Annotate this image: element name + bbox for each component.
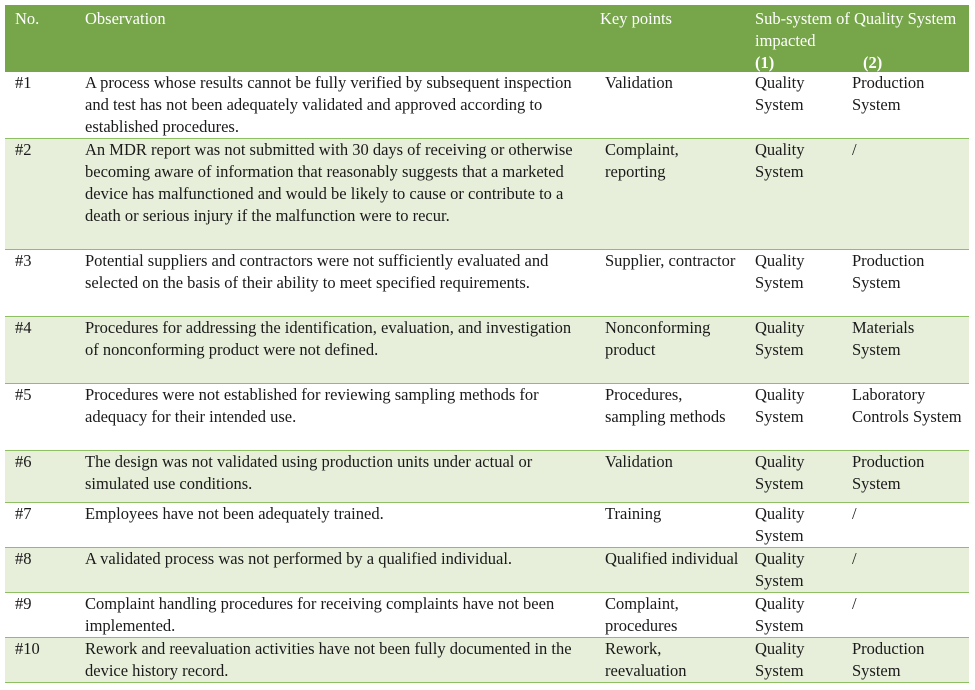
row-number: #6 <box>5 450 75 502</box>
row-key-points: Validation <box>590 71 745 138</box>
row-subsystem-1: Quality System <box>745 71 848 138</box>
row-subsystem-2: Production System <box>848 249 969 316</box>
table-row <box>5 637 969 682</box>
table-row <box>5 249 969 316</box>
row-observation: Employees have not been adequately trained. <box>75 502 590 547</box>
row-key-points: Rework, reevaluation <box>590 637 745 682</box>
row-key-points: Qualified individual <box>590 547 745 592</box>
row-subsystem-2: Production System <box>848 71 969 138</box>
row-observation: Rework and reevaluation activities have not been fully documented in the device history record. <box>75 637 590 682</box>
table-row <box>5 138 969 249</box>
row-subsystem-2: / <box>848 592 969 637</box>
row-key-points: Procedures, sampling methods <box>590 383 745 450</box>
row-number: #9 <box>5 592 75 637</box>
table-row <box>5 502 969 547</box>
row-subsystem-1: Quality System <box>745 547 848 592</box>
table-row <box>5 383 969 450</box>
row-observation: Procedures for addressing the identification, evaluation, and investigation of nonconforming product were not defined. <box>75 316 590 383</box>
row-number: #8 <box>5 547 75 592</box>
row-observation: Potential suppliers and contractors were not sufficiently evaluated and selected on the basis of their ability to meet specified requirements. <box>75 249 590 316</box>
header-row <box>5 5 969 71</box>
row-number: #10 <box>5 637 75 682</box>
observations-table <box>5 5 969 683</box>
header-col-2: (2) <box>863 53 883 72</box>
row-observation: A process whose results cannot be fully verified by subsequent inspection and test has not been adequately validated and approved according to established procedures. <box>75 71 590 138</box>
row-subsystem-2: Production System <box>848 637 969 682</box>
row-key-points: Complaint, reporting <box>590 138 745 249</box>
row-subsystem-1: Quality System <box>745 138 848 249</box>
row-subsystem-1: Quality System <box>745 502 848 547</box>
row-subsystem-1: Quality System <box>745 316 848 383</box>
header-subsystem <box>745 5 969 71</box>
row-number: #3 <box>5 249 75 316</box>
header-col-1: (1) <box>755 53 775 72</box>
row-number: #1 <box>5 71 75 138</box>
row-subsystem-1: Quality System <box>745 592 848 637</box>
row-subsystem-2: Laboratory Controls System <box>848 383 969 450</box>
table-body <box>5 71 969 682</box>
row-observation: Complaint handling procedures for receiving complaints have not been implemented. <box>75 592 590 637</box>
row-number: #7 <box>5 502 75 547</box>
row-observation: A validated process was not performed by a qualified individual. <box>75 547 590 592</box>
row-observation: An MDR report was not submitted with 30 days of receiving or otherwise becoming aware of information that reasonably suggests that a marketed device has malfunctioned and would be likely to cause or contribute to a death or serious injury if the malfunction were to recur. <box>75 138 590 249</box>
table-row <box>5 450 969 502</box>
header-no: No. <box>5 5 75 71</box>
row-key-points: Supplier, contractor <box>590 249 745 316</box>
table-row <box>5 71 969 138</box>
row-number: #4 <box>5 316 75 383</box>
row-subsystem-1: Quality System <box>745 249 848 316</box>
table-row <box>5 547 969 592</box>
row-key-points: Training <box>590 502 745 547</box>
row-observation: Procedures were not established for reviewing sampling methods for adequacy for their intended use. <box>75 383 590 450</box>
header-subsystem-label: Sub-system of Quality System impacted <box>755 9 957 50</box>
row-subsystem-2: / <box>848 138 969 249</box>
row-subsystem-2: Production System <box>848 450 969 502</box>
table-row <box>5 592 969 637</box>
row-subsystem-2: / <box>848 502 969 547</box>
row-key-points: Nonconforming product <box>590 316 745 383</box>
row-number: #2 <box>5 138 75 249</box>
header-key-points: Key points <box>590 5 745 71</box>
row-subsystem-2: / <box>848 547 969 592</box>
row-number: #5 <box>5 383 75 450</box>
row-key-points: Complaint, procedures <box>590 592 745 637</box>
header-observation: Observation <box>75 5 590 71</box>
header-subsystem-columns <box>755 52 969 74</box>
row-key-points: Validation <box>590 450 745 502</box>
row-subsystem-1: Quality System <box>745 450 848 502</box>
row-subsystem-2: Materials System <box>848 316 969 383</box>
row-observation: The design was not validated using production units under actual or simulated use conditions. <box>75 450 590 502</box>
table-header <box>5 5 969 71</box>
row-subsystem-1: Quality System <box>745 383 848 450</box>
table-row <box>5 316 969 383</box>
row-subsystem-1: Quality System <box>745 637 848 682</box>
